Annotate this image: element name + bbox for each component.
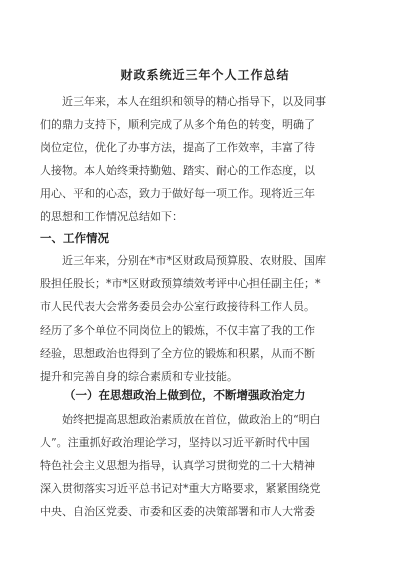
subsection-heading-politics: （一）在思想政治上做到位，不断增强政治定力 <box>64 388 306 402</box>
section-heading-work: 一、工作情况 <box>40 231 109 245</box>
text-line: 的思想和工作情况总结如下： <box>40 210 183 223</box>
paragraph-positions <box>40 249 370 318</box>
text-line: 经历了多个单位不同岗位上的锻炼，不仅丰富了我的工作 <box>40 324 315 337</box>
text-line: 岗位定位，优化了办事方法，提高了工作效率，丰富了待 <box>40 141 315 154</box>
text-line: 股担任股长；*市*区财政预算绩效考评中心担任副主任；* <box>40 277 321 290</box>
text-line: 近三年来，本人在组织和领导的精心指导下，以及同事 <box>62 95 326 108</box>
text-line: 近三年来，分别在*市*区财政局预算股、农财股、国库 <box>62 254 326 267</box>
paragraph-politics <box>40 408 370 523</box>
text-line: 提升和完善自身的综合素质和专业技能。 <box>40 370 238 383</box>
document-title: 财政系统近三年个人工作总结 <box>120 68 290 82</box>
text-line: 中央、自治区党委、市委和区委的决策部署和市人大常委 <box>40 505 315 518</box>
text-line: 人接物。本人始终秉持勤勉、踏实、耐心的工作态度，以 <box>40 164 315 177</box>
paragraph-intro <box>40 90 370 228</box>
text-line: 市人民代表大会常务委员会办公室行政接待科工作人员。 <box>40 300 315 313</box>
text-line: 深入贯彻落实习近平总书记对*重大方略要求，紧紧围绕党 <box>40 482 321 495</box>
text-line: 们的鼎力支持下，顺利完成了从多个角色的转变，明确了 <box>40 118 315 131</box>
text-line: 特色社会主义思想为指导，认真学习贯彻党的二十大精神 <box>40 459 315 472</box>
paragraph-experience <box>40 319 370 388</box>
text-line: 经验，思想政治也得到了全方位的锻炼和积累，从而不断 <box>40 347 315 360</box>
text-line: 用心、平和的心态，致力于做好每一项工作。现将近三年 <box>40 187 315 200</box>
text-line: 人”。注重抓好政治理论学习，坚持以习近平新时代中国 <box>40 436 310 449</box>
text-line: 始终把提高思想政治素质放在首位，做政治上的“明白 <box>62 413 321 426</box>
